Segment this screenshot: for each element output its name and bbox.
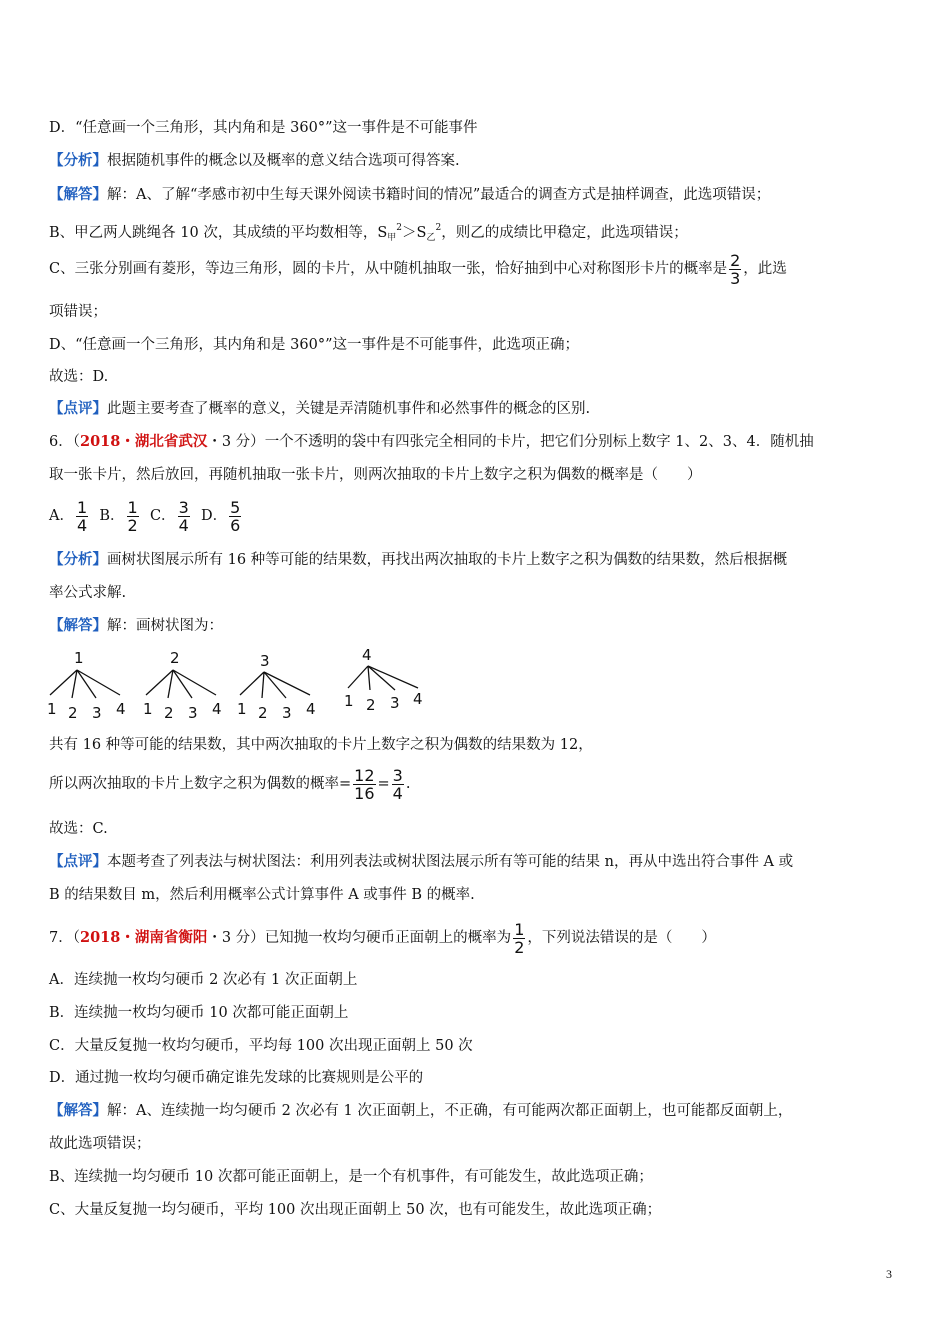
question-6-options: [49, 496, 243, 536]
solution-line: 【解答】解：A、了解“孝感市初中生每天课外阅读书籍时间的情况”最适合的调查方式是抽样调查，此选项错误；: [49, 186, 771, 203]
svg-text:2: 2: [366, 696, 376, 714]
option-c: C．大量反复抛一枚均匀硬币，平均每 100 次出现正面朝上 50 次: [49, 1038, 473, 1054]
svg-text:3: 3: [188, 704, 198, 722]
question-7-stem: 7．（2018・湖南省衡阳・3 分）已知抛一枚均匀硬币正面朝上的概率为 $\frac{1}{2}$ ，下列说法错误的是（ ）: [49, 919, 716, 957]
svg-text:3: 3: [282, 704, 292, 722]
svg-text:2: 2: [258, 704, 268, 722]
solution-line: 【解答】解：画树状图为：: [49, 617, 223, 634]
question-6-stem: 6．（2018・湖北省武汉・3 分）一个不透明的袋中有四张完全相同的卡片，把它们分别标上数字 1、2、3、4．随机抽: [49, 433, 814, 450]
text-line: 共有 16 种等可能的结果数，其中两次抽取的卡片上数字之积为偶数的结果数为 12，: [49, 737, 593, 753]
question-source: 2018・湖北省武汉: [79, 433, 208, 450]
text-line: 率公式求解.: [49, 585, 127, 601]
analysis-line: 【分析】画树状图展示所有 16 种等可能的结果数，再找出两次抽取的卡片上数字之积为偶数的结果数，然后根据概: [49, 551, 788, 568]
tree-diagram-2: [140, 648, 225, 723]
tree-root: 2: [170, 649, 180, 667]
tree-root: 1: [74, 649, 84, 667]
tree-root: 4: [362, 648, 372, 664]
svg-text:1: 1: [143, 700, 153, 718]
option-a: A．连续抛一枚均匀硬币 2 次必有 1 次正面朝上: [49, 972, 358, 988]
fraction: $\frac{2}{3}$: [730, 250, 741, 288]
svg-text:3: 3: [92, 704, 102, 722]
text-line: 故此选项错误；: [49, 1136, 151, 1152]
text-line: 项错误；: [49, 304, 107, 320]
svg-text:1: 1: [344, 692, 354, 710]
svg-text:4: 4: [413, 690, 423, 708]
question-6-stem: 取一张卡片，然后放回，再随机抽取一张卡片，则两次抽取的卡片上数字之积为偶数的概率是（ ）: [49, 467, 702, 483]
solution-tag: 【解答】: [49, 186, 107, 203]
svg-text:4: 4: [116, 700, 126, 718]
analysis-tag: 【分析】: [49, 152, 107, 169]
tree-diagram-3: [234, 648, 319, 723]
option-b: B．连续抛一枚均匀硬币 10 次都可能正面朝上: [49, 1005, 349, 1021]
option-b: B． $\frac{1}{2}$: [99, 497, 138, 535]
text-line: B 的结果数目 m，然后利用概率公式计算事件 A 或事件 B 的概率.: [49, 887, 475, 903]
text-line: C、大量反复抛一均匀硬币，平均 100 次出现正面朝上 50 次，也有可能发生，故此选项正确；: [49, 1202, 662, 1218]
svg-text:3: 3: [390, 694, 400, 712]
option-d: D． $\frac{5}{6}$: [200, 497, 241, 535]
question-source: 2018・湖南省衡阳: [79, 929, 208, 946]
review-line: 【点评】本题考查了列表法与树状图法：利用列表法或树状图法展示所有等可能的结果 n，再从中选出符合事件 A 或: [49, 853, 794, 870]
option-c: C． $\frac{3}{4}$: [149, 497, 189, 535]
text-line: C、三张分别画有菱形，等边三角形，圆的卡片，从中随机抽取一张，恰好抽到中心对称图形卡片的概率是 $\frac{2}{3}$ ，此选: [49, 250, 787, 288]
text-line: D、“任意画一个三角形，其内角和是 360°”这一事件是不可能事件，此选项正确；: [49, 337, 579, 353]
text-line: 所以两次抽取的卡片上数字之积为偶数的概率= $\frac{12}{16}$ = $\frac{3}{4}$ .: [49, 765, 411, 803]
page-number: 3: [886, 1267, 892, 1281]
analysis-line: 【分析】根据随机事件的概念以及概率的意义结合选项可得答案.: [49, 152, 460, 169]
option-d: D．通过抛一枚均匀硬币确定谁先发球的比赛规则是公平的: [49, 1070, 424, 1086]
option-a: A． $\frac{1}{4}$: [49, 497, 88, 535]
text-line: B、连续抛一均匀硬币 10 次都可能正面朝上，是一个有机事件，有可能发生，故此选项正确；: [49, 1169, 653, 1185]
svg-text:1: 1: [237, 700, 247, 718]
text-line: D．“任意画一个三角形，其内角和是 360°”这一事件是不可能事件: [49, 120, 478, 136]
svg-text:4: 4: [306, 700, 316, 718]
tree-root: 3: [260, 652, 270, 670]
text-line: 故选：D.: [49, 369, 109, 385]
solution-line: 【解答】解：A、连续抛一均匀硬币 2 次必有 1 次正面朝上，不正确，有可能两次都正面朝上，也可能都反面朝上，: [49, 1102, 793, 1119]
svg-text:1: 1: [47, 700, 57, 718]
text-line: B、甲乙两人跳绳各 10 次，其成绩的平均数相等，$S_甲^2>S_乙^2$，则乙的成绩比甲稳定，此选项错误；: [49, 223, 688, 243]
svg-text:2: 2: [164, 704, 174, 722]
tree-diagram-1: [44, 648, 129, 723]
review-line: 【点评】此题主要考查了概率的意义，关键是弄清随机事件和必然事件的概念的区别.: [49, 400, 591, 417]
text-line: 故选：C.: [49, 821, 108, 837]
tree-diagram-4: [340, 648, 430, 723]
svg-text:4: 4: [212, 700, 222, 718]
svg-text:2: 2: [68, 704, 78, 722]
review-tag: 【点评】: [49, 400, 107, 417]
